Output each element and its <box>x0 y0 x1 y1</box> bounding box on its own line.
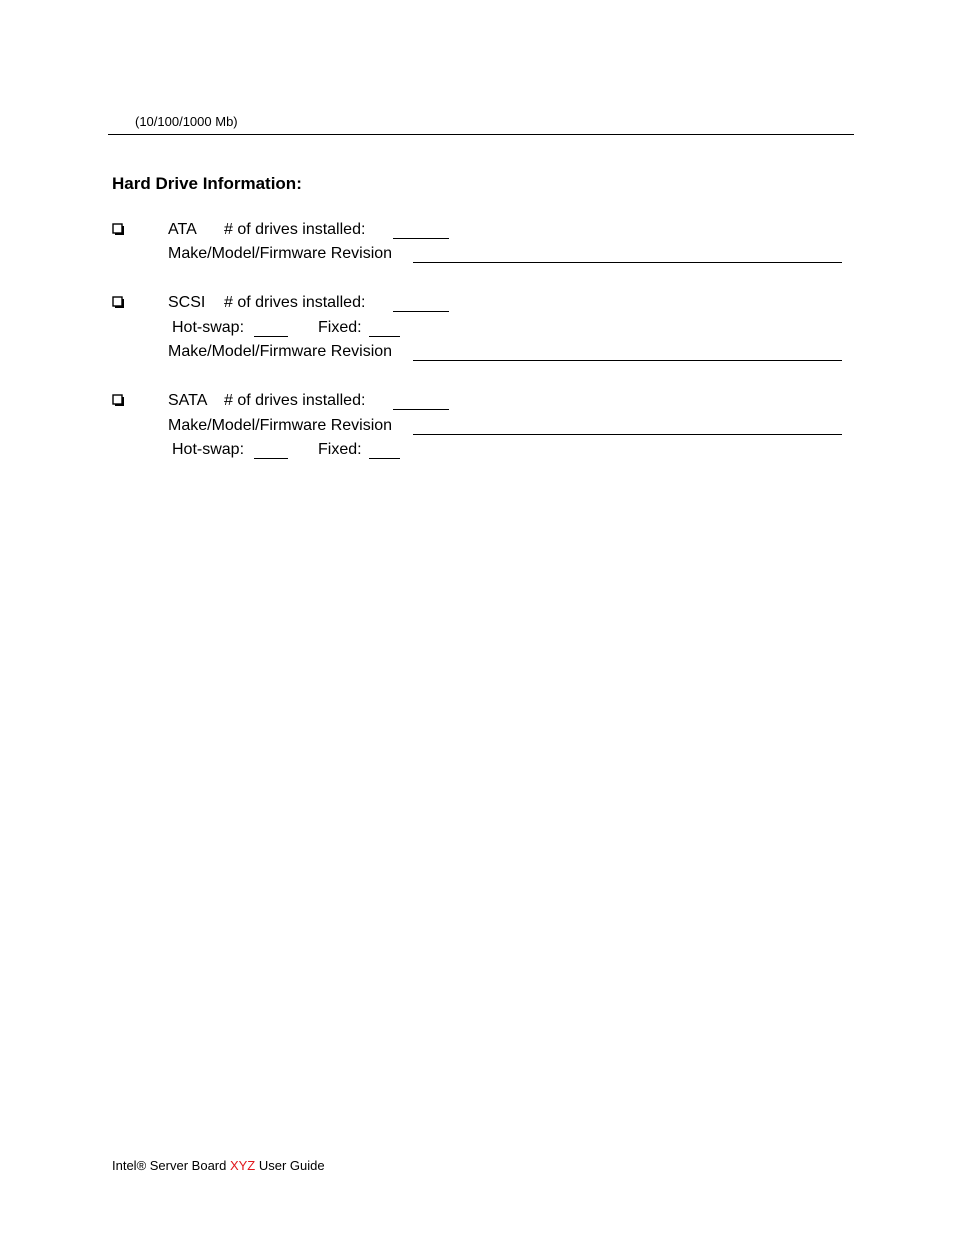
sata-type-label: SATA <box>168 392 208 409</box>
sata-count-field[interactable] <box>393 409 449 410</box>
sata-hotswap-label: Hot-swap: <box>172 441 245 458</box>
sata-fixed-label: Fixed: <box>318 441 362 458</box>
scsi-make-label: Make/Model/Firmware Revision <box>168 343 393 360</box>
header-continuation-text: (10/100/1000 Mb) <box>135 114 238 129</box>
sata-checkbox-icon[interactable] <box>112 394 125 407</box>
footer-suffix: User Guide <box>255 1158 325 1173</box>
sata-hotswap-field[interactable] <box>254 458 288 459</box>
scsi-checkbox-icon[interactable] <box>112 296 125 309</box>
scsi-type-label: SCSI <box>168 294 206 311</box>
footer-text <box>112 1158 325 1173</box>
header-rule <box>108 134 854 135</box>
scsi-hotswap-label: Hot-swap: <box>172 319 245 336</box>
sata-make-label: Make/Model/Firmware Revision <box>168 417 393 434</box>
scsi-count-label: # of drives installed: <box>224 294 366 311</box>
ata-checkbox-icon[interactable] <box>112 223 125 236</box>
scsi-hotswap-field[interactable] <box>254 336 288 337</box>
footer-prefix: Intel® Server Board <box>112 1158 230 1173</box>
ata-count-field[interactable] <box>393 238 449 239</box>
scsi-fixed-label: Fixed: <box>318 319 362 336</box>
ata-count-label: # of drives installed: <box>224 221 366 238</box>
scsi-make-field[interactable] <box>413 360 842 361</box>
ata-make-label: Make/Model/Firmware Revision <box>168 245 393 262</box>
ata-make-field[interactable] <box>413 262 842 263</box>
sata-make-field[interactable] <box>413 434 842 435</box>
section-title: Hard Drive Information: <box>112 174 302 193</box>
footer-product-name: XYZ <box>229 1158 256 1173</box>
scsi-count-field[interactable] <box>393 311 449 312</box>
sata-count-label: # of drives installed: <box>224 392 366 409</box>
ata-type-label: ATA <box>168 221 197 238</box>
sata-fixed-field[interactable] <box>369 458 400 459</box>
scsi-fixed-field[interactable] <box>369 336 400 337</box>
